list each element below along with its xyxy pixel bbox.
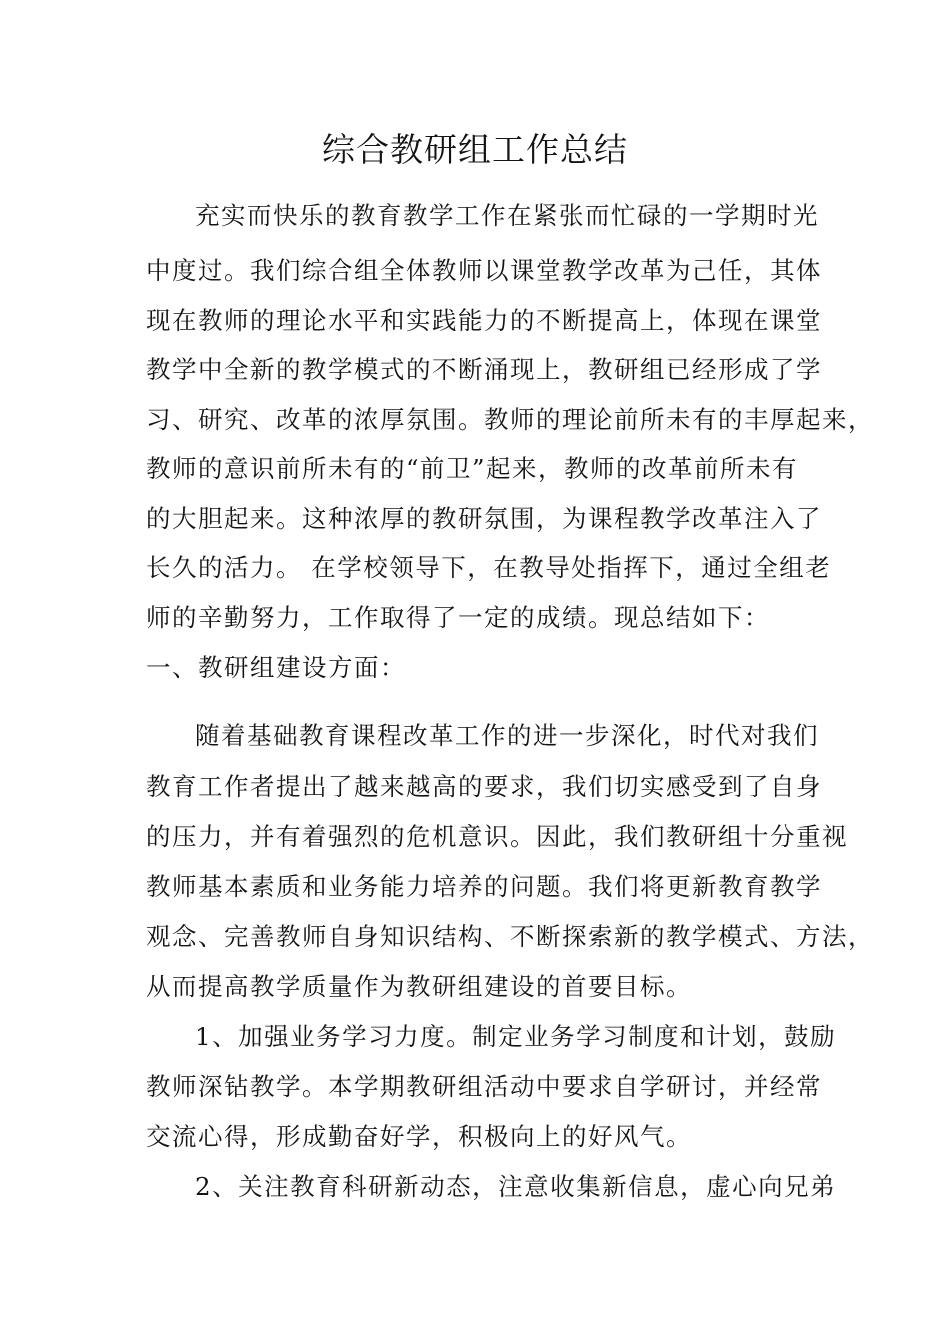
paragraph-line: 从而提高教学质量作为教研组建设的首要目标。 [146,972,692,1001]
paragraph-line: 师的辛勤努力，工作取得了一定的成绩。现总结如下： [146,603,770,632]
paragraph-line: 观念、完善教师自身知识结构、不断探索新的教学模式、方法， [146,922,874,951]
paragraph-line: 充实而快乐的教育教学工作在紧张而忙碌的一学期时光 [195,201,819,230]
paragraph-line: 交流心得，形成勤奋好学，积极向上的好风气。 [146,1122,692,1151]
paragraph-line: 现在教师的理论水平和实践能力的不断提高上，体现在课堂 [146,306,822,335]
paragraph-line: 教师基本素质和业务能力培养的问题。我们将更新教育教学 [146,872,822,901]
paragraph-line: 随着基础教育课程改革工作的进一步深化，时代对我们 [195,721,819,750]
list-item-line: 2、关注教育科研新动态，注意收集新信息，虚心向兄弟 [195,1172,837,1201]
list-item-line: 1、加强业务学习力度。制定业务学习制度和计划，鼓励 [195,1022,837,1051]
paragraph-line: 长久的活力。 在学校领导下，在教导处指挥下，通过全组老 [146,553,832,582]
paragraph-line: 教师的意识前所未有的“前卫”起来，教师的改革前所未有 [146,454,799,483]
paragraph-line: 教育工作者提出了越来越高的要求，我们切实感受到了自身 [146,772,822,801]
paragraph-line: 的大胆起来。这种浓厚的教研氛围，为课程教学改革注入了 [146,504,822,533]
paragraph-line: 教学中全新的教学模式的不断涌现上，教研组已经形成了学 [146,355,822,384]
document-title: 综合教研组工作总结 [322,130,628,169]
paragraph-line: 习、研究、改革的浓厚氛围。教师的理论前所未有的丰厚起来， [146,405,874,434]
paragraph-line: 的压力，并有着强烈的危机意识。因此，我们教研组十分重视 [146,822,848,851]
paragraph-line: 中度过。我们综合组全体教师以课堂教学改革为己任，其体 [146,256,822,285]
paragraph-line: 教师深钻教学。本学期教研组活动中要求自学研讨，并经常 [146,1072,822,1101]
section-heading: 一、教研组建设方面： [146,653,406,682]
